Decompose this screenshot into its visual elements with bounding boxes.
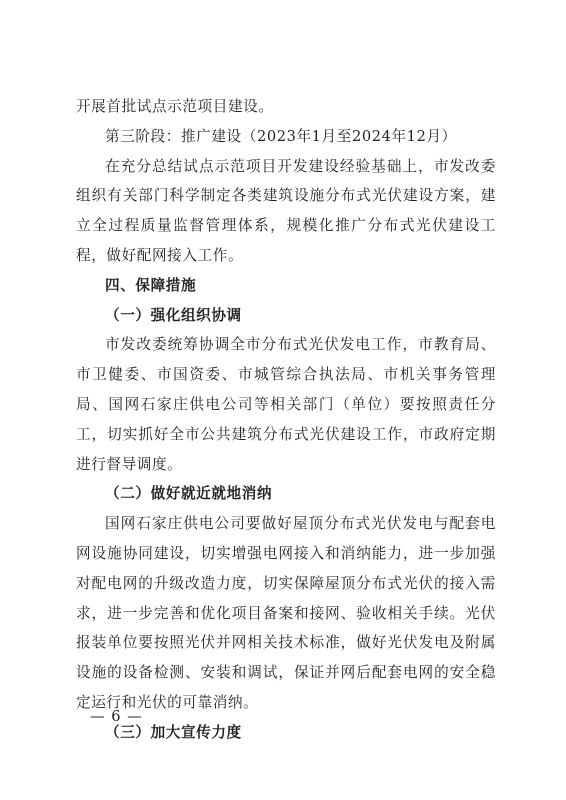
text-body [76, 92, 496, 748]
subheading-consumption: （二）做好就近就地消纳 [105, 485, 273, 503]
section-heading-safeguards: 四、保障措施 [105, 276, 197, 294]
paragraph-coordination: 市发改委统筹协调全市分布式光伏发电工作，市教育局、市卫健委、市国资委、市城管综合执法局、市机关事务管理局、国网石家庄供电公司等相关部门（单位）要按照责任分工，切实抓好全市公共建筑分布式光伏建设工作，市政府定期进行督导调度。 [76, 336, 496, 473]
paragraph-continuation: 开展首批试点示范项目建设。 [76, 98, 274, 115]
page-number: — 6 — [90, 708, 143, 725]
paragraph-stage-three: 第三阶段：推广建设（2023年1月至2024年12月） [105, 127, 457, 145]
paragraph-stage-three-detail: 在充分总结试点示范项目开发建设经验基础上，市发改委组织有关部门科学制定各类建筑设施分布式光伏建设方案，建立全过程质量监督管理体系，规模化推广分布式光伏建设工程，做好配网接入工作。 [76, 157, 496, 264]
paragraph-consumption: 国网石家庄供电公司要做好屋顶分布式光伏发电与配套电网设施协同建设，切实增强电网接入和消纳能力，进一步加强对配电网的升级改造力度，切实保障屋顶分布式光伏的接入需求，进一步完善和优化项目备案和接网、验收相关手续。光伏报装单位要按照光伏并网相关技术标准，做好光伏发电及附属设施的设备检测、安装和调试，保证并网后配套电网的安全稳定运行和光伏的可靠消纳。 [76, 515, 496, 711]
subheading-coordination: （一）强化组织协调 [105, 306, 242, 324]
subheading-publicity: （三）加大宣传力度 [105, 723, 242, 741]
